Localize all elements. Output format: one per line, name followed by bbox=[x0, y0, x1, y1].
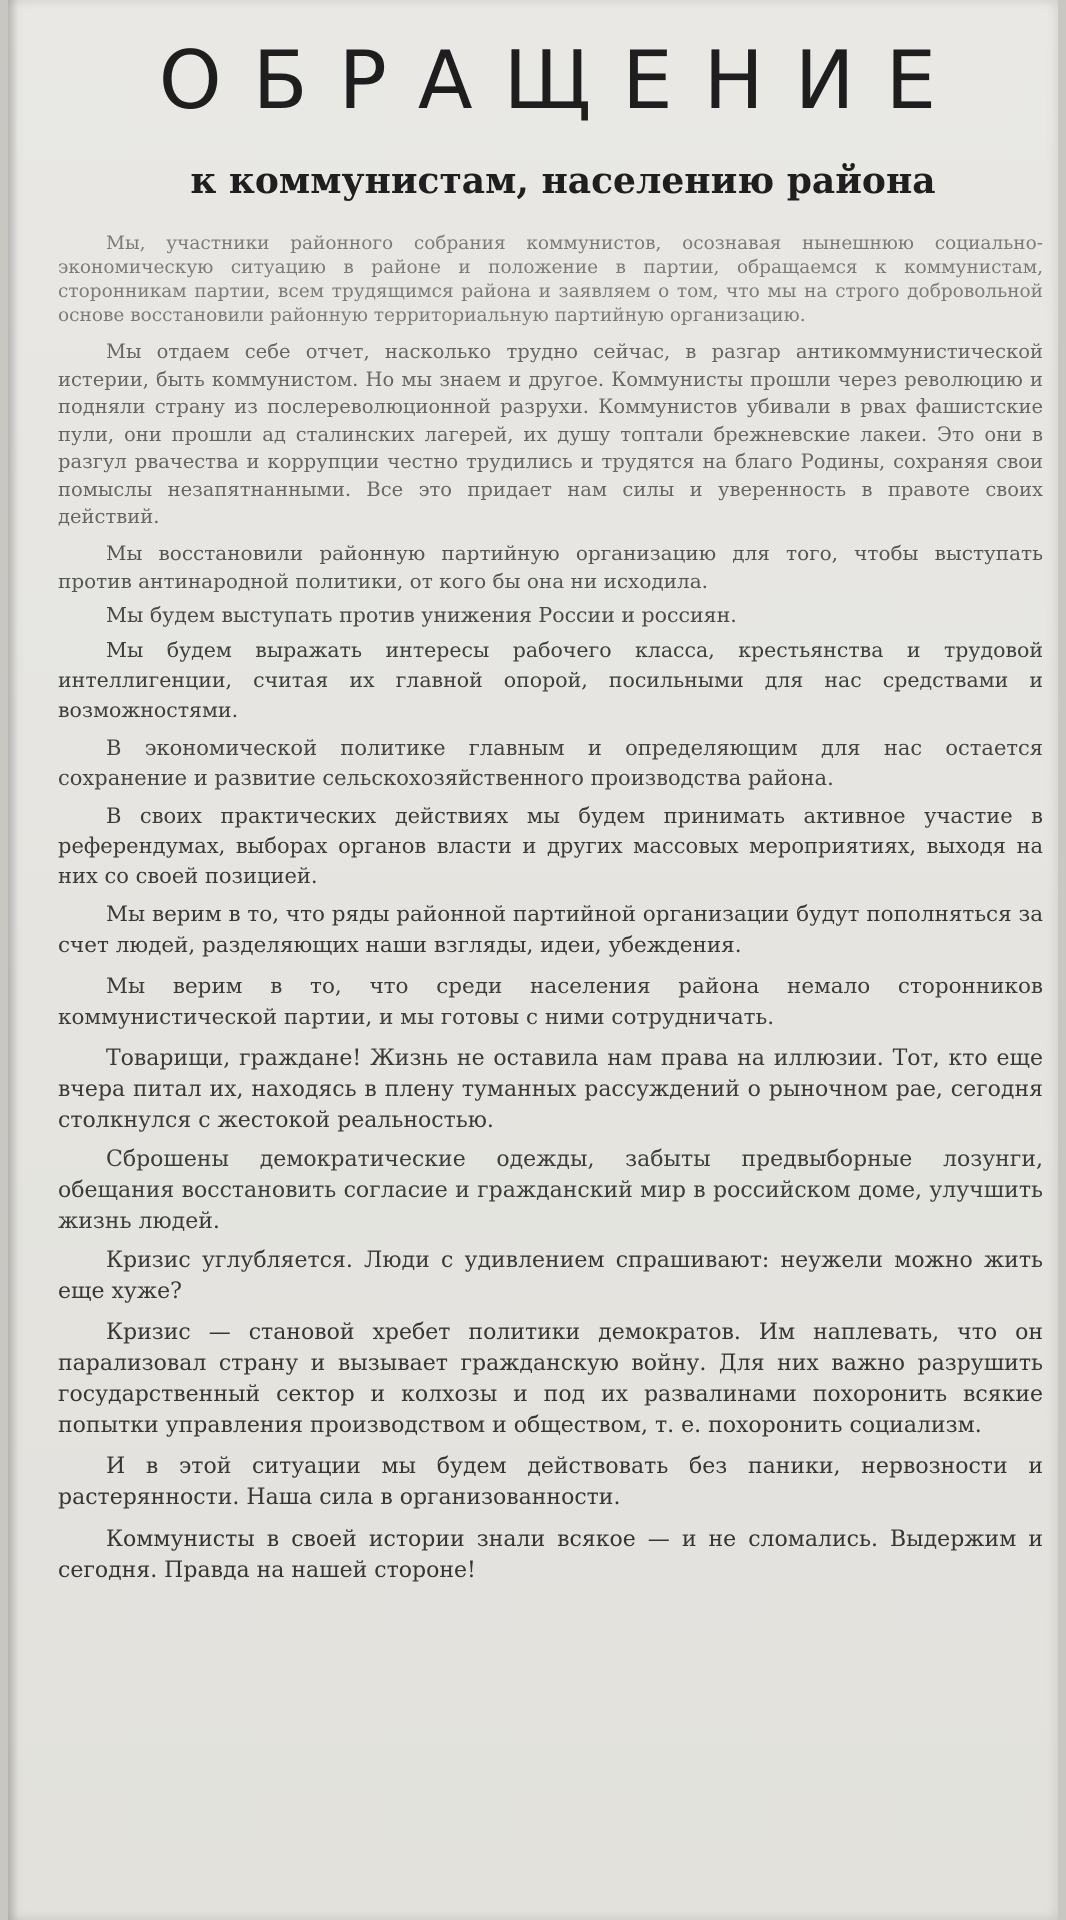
paragraph: Мы будем выступать против унижения России и россиян. bbox=[106, 602, 737, 627]
paragraph: Кризис — становой хребет политики демократов. Им наплевать, что он парализовал страну и вызывает гражданскую войну. Для них важно разрушить государственный сектор и колхозы и под их развалинами похоронить всякие попытки управления производством и обществом, т. е. похоронить социализм. bbox=[58, 1319, 1043, 1438]
paragraph: Мы верим в то, что среди населения района немало сторонников коммунистической партии, и мы готовы с ними сотрудничать. bbox=[58, 973, 1043, 1030]
paragraph: Коммунисты в своей истории знали всякое — и не сломались. Выдержим и сегодня. Правда на нашей стороне! bbox=[58, 1526, 1043, 1583]
document-body bbox=[58, 232, 1043, 1594]
document-subtitle: к коммунистам, населению района bbox=[190, 160, 936, 202]
paragraph: И в этой ситуации мы будем действовать без паники, нервозности и растерянности. Наша сила в организованности. bbox=[58, 1453, 1043, 1510]
paragraph: Мы верим в то, что ряды районной партийной организации будут пополняться за счет людей, разделяющих наши взгляды, идеи, убеждения. bbox=[58, 901, 1044, 958]
paragraph: Сброшены демократические одежды, забыты предвыборные лозунги, обещания восстановить согласие и гражданский мир в российском доме, улучшить жизнь людей. bbox=[58, 1146, 1043, 1234]
leaflet-sheet bbox=[8, 0, 1058, 1920]
paragraph: Мы отдаем себе отчет, насколько трудно сейчас, в разгар антикоммунистической истерии, быть коммунистом. Но мы знаем и другое. Коммунисты прошли через революцию и подняли страну из послереволюционной разрухи. Коммунистов убивали в рвах фашистские пули, они прошли ад сталинских лагерей, их душу топтали брежневские лакеи. Это они в разгул рвачества и коррупции честно трудились и трудятся на благо Родины, сохраняя свои помыслы незапятнанными. Все это придает нам силы и уверенность в правоте своих действий. bbox=[58, 340, 1043, 528]
paragraph: Мы, участники районного собрания коммунистов, осознавая нынешнюю социально-экономическую ситуацию в районе и положение в партии, обращаемся к коммунистам, сторонникам партии, всем трудящимся района и заявляем о том, что мы на строго добровольной основе восстановили районную территориальную партийную организацию. bbox=[58, 233, 1043, 326]
paragraph: Кризис углубляется. Люди с удивлением спрашивают: неужели можно жить еще хуже? bbox=[58, 1247, 1043, 1304]
paragraph: Товарищи, граждане! Жизнь не оставила нам права на иллюзии. Тот, кто еще вчера питал их, находясь в плену туманных рассуждений о рыночном рае, сегодня столкнулся с жестокой реальностью. bbox=[58, 1045, 1043, 1133]
paragraph: В экономической политике главным и определяющим для нас остается сохранение и развитие сельскохозяйственного производства района. bbox=[58, 735, 1043, 790]
document-title: ОБРАЩЕНИЕ bbox=[158, 34, 968, 127]
paragraph: Мы восстановили районную партийную организацию для того, чтобы выступать против антинародной политики, от кого бы она ни исходила. bbox=[58, 540, 1043, 593]
paragraph: В своих практических действиях мы будем принимать активное участие в референдумах, выборах органов власти и других массовых мероприятиях, выходя на них со своей позицией. bbox=[58, 803, 1043, 888]
paragraph: Мы будем выражать интересы рабочего класса, крестьянства и трудовой интеллигенции, считая их главной опорой, посильными для нас средствами и возможностями. bbox=[58, 637, 1043, 722]
